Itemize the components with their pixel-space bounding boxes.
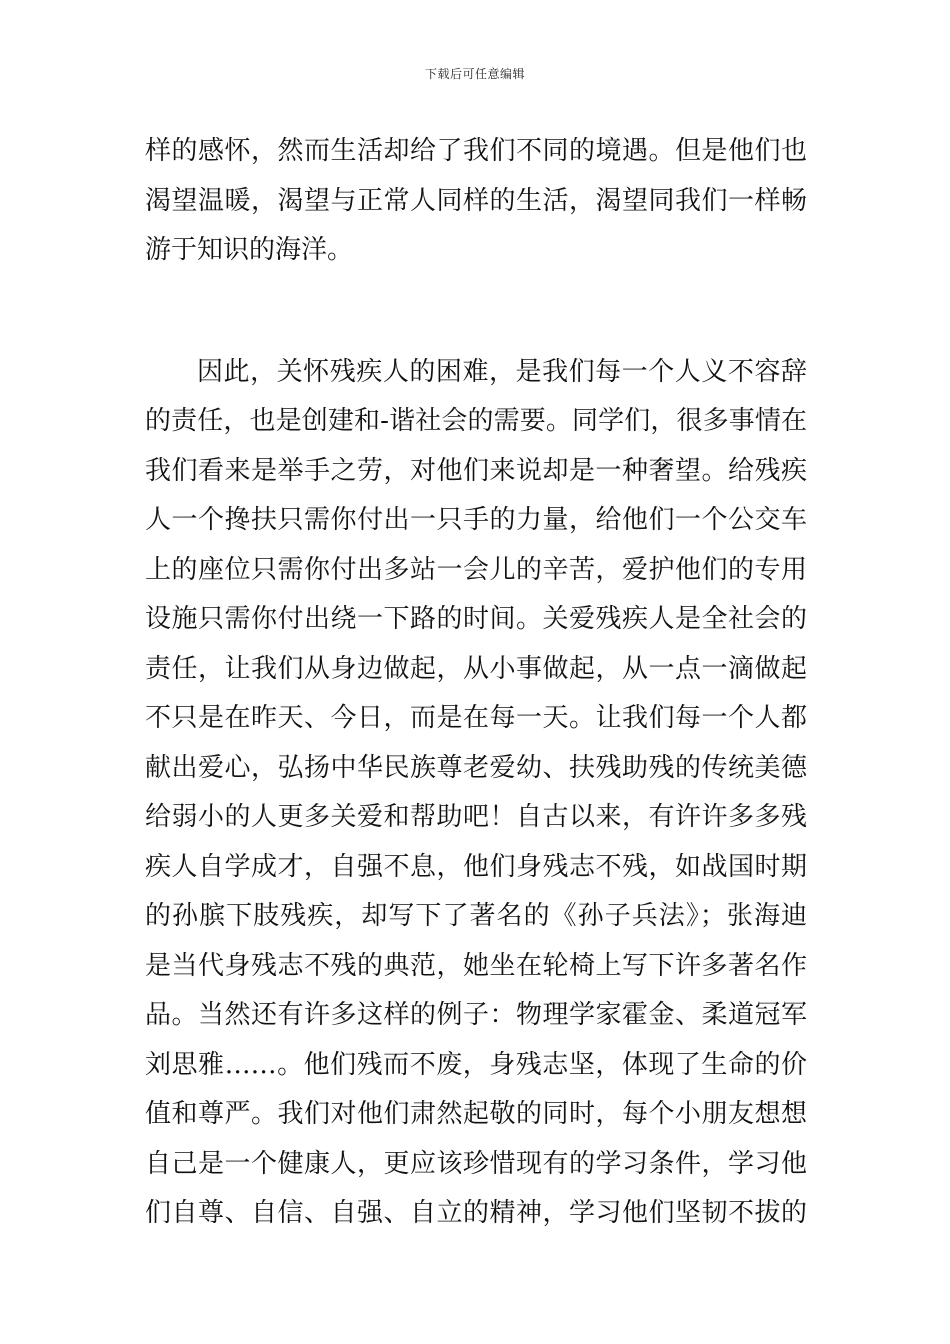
text-line: 疾人自学成才，自强不息，他们身残志不残，如战国时期 [145, 851, 807, 882]
text-line: 献出爱心，弘扬中华民族尊老爱幼、扶残助残的传统美德 [145, 752, 807, 783]
text-line: 游于知识的海洋。 [145, 235, 354, 265]
text-line: 因此，关怀残疾人的困难，是我们每一个人义不容辞 [197, 356, 807, 387]
text-line: 样的感怀，然而生活却给了我们不同的境遇。但是他们也 [145, 136, 807, 166]
text-line: 责任，让我们从身边做起，从小事做起，从一点一滴做起 [145, 653, 807, 684]
text-line: 上的座位只需你付出多站一会儿的辛苦，爱护他们的专用 [145, 554, 807, 585]
paragraph-2 [145, 348, 807, 1239]
body-text [145, 127, 807, 1239]
text-line: 我们看来是举手之劳，对他们来说却是一种奢望。给残疾 [145, 455, 807, 486]
text-line: 的孙膑下肢残疾，却写下了著名的《孙子兵法》；张海迪 [145, 901, 807, 931]
text-line: 给弱小的人更多关爱和帮助吧！自古以来，有许许多多残 [145, 802, 807, 832]
text-line: 刘思雅……。他们残而不废，身残志坚，体现了生命的价 [145, 1049, 807, 1080]
text-line: 设施只需你付出绕一下路的时间。关爱残疾人是全社会的 [145, 604, 807, 634]
text-line: 不只是在昨天、今日，而是在每一天。让我们每一个人都 [145, 703, 807, 733]
text-line: 品。当然还有许多这样的例子：物理学家霍金、柔道冠军 [145, 1000, 807, 1030]
text-line: 们自尊、自信、自强、自立的精神，学习他们坚韧不拔的 [145, 1198, 807, 1228]
page-header: 下载后可任意编辑 [424, 67, 525, 81]
text-line: 值和尊严。我们对他们肃然起敬的同时，每个小朋友想想 [145, 1099, 807, 1129]
text-line: 渴望温暖，渴望与正常人同样的生活，渴望同我们一样畅 [145, 185, 807, 216]
text-line: 自己是一个健康人，更应该珍惜现有的学习条件，学习他 [145, 1148, 807, 1179]
text-line: 的责任，也是创建和-谐社会的需要。同学们，很多事情在 [145, 406, 807, 436]
text-line: 人一个搀扶只需你付出一只手的力量，给他们一个公交车 [145, 505, 807, 535]
paragraph-gap [145, 276, 807, 348]
paragraph-1 [145, 127, 807, 276]
text-line: 是当代身残志不残的典范，她坐在轮椅上写下许多著名作 [145, 950, 807, 981]
